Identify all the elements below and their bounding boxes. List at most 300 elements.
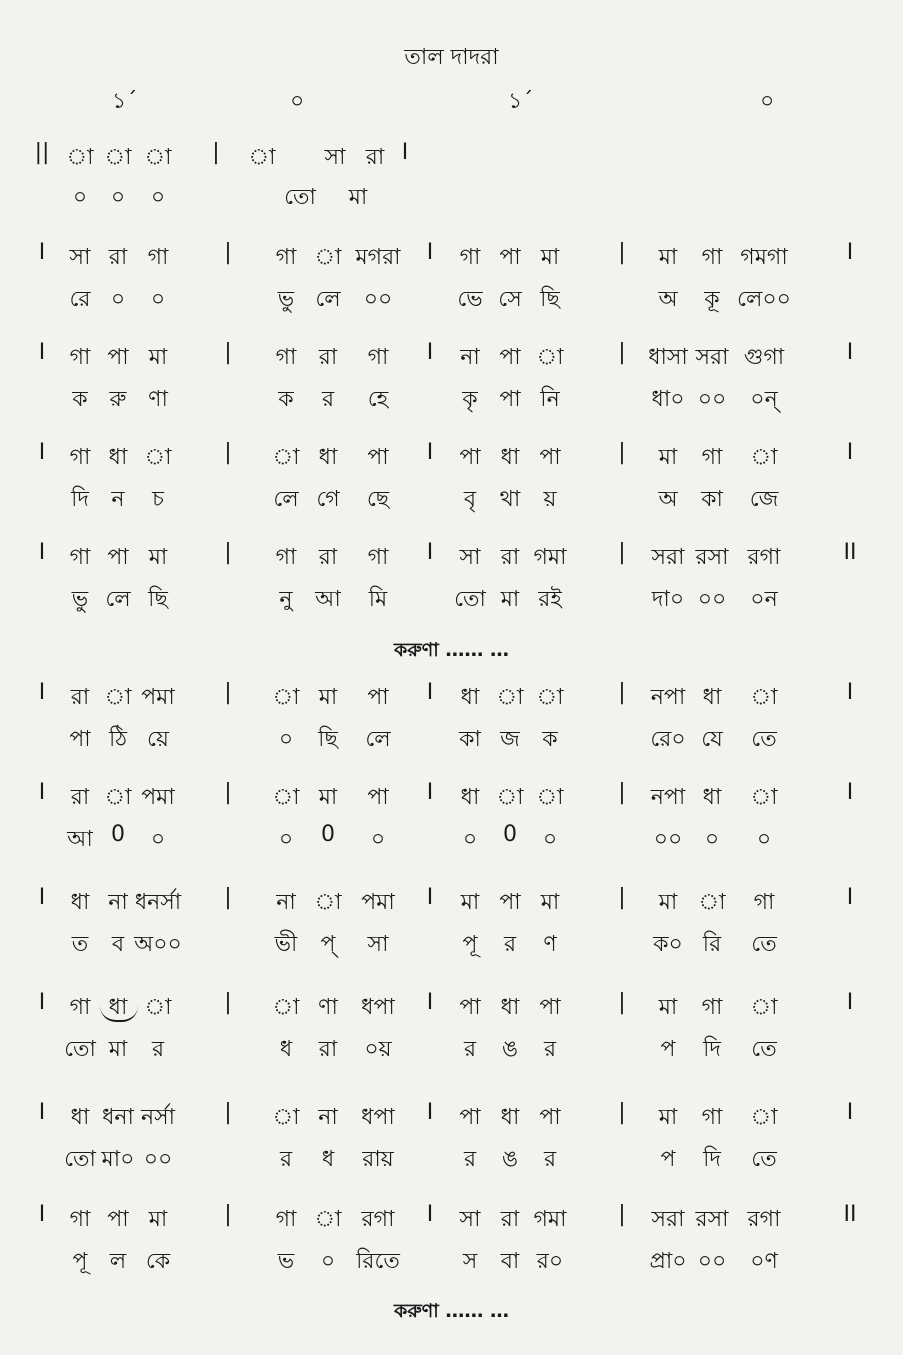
lyric-token: চ <box>152 487 164 512</box>
note-token: ধা <box>500 1105 520 1130</box>
note-token: পা <box>539 1105 561 1130</box>
note-token: গা <box>147 245 169 270</box>
lyric-token: ক <box>278 387 294 412</box>
note-token: পা <box>459 995 481 1020</box>
lyric-token: ০ <box>462 827 478 852</box>
note-token: মা <box>318 685 338 710</box>
lyric-token: রায় <box>362 1147 394 1172</box>
refrain-text: করুণা …… … <box>393 639 510 661</box>
lyric-token: জে <box>749 487 779 512</box>
note-token: গা <box>701 1105 723 1130</box>
note-token: সা <box>69 245 91 270</box>
lyric-token: ০ <box>150 185 166 210</box>
lyric-token: র <box>463 1037 477 1062</box>
note-token: I <box>426 885 434 910</box>
note-token: I <box>426 1100 434 1125</box>
note-token: গমা <box>533 545 567 570</box>
note-token: া <box>66 145 94 170</box>
note-token: পা <box>367 685 389 710</box>
note-token: গা <box>275 545 297 570</box>
note-token: I <box>401 140 409 165</box>
note-token: রা <box>500 1207 520 1232</box>
lyric-token: ০০ <box>143 1147 173 1172</box>
note-token: গমগা <box>740 245 788 270</box>
note-token: ধা <box>460 685 480 710</box>
note-token: I <box>38 440 46 465</box>
lyric-token: ০ <box>756 827 772 852</box>
note-token: া <box>272 1105 300 1130</box>
note-token: I <box>846 780 854 805</box>
note-token: মা <box>540 245 560 270</box>
note-token: I <box>426 990 434 1015</box>
note-token: া <box>272 785 300 810</box>
beat-marker: ১´ <box>112 89 138 114</box>
lyric-token: র <box>321 387 335 412</box>
lyric-token: ধ <box>279 1037 293 1062</box>
note-token: | <box>618 540 626 565</box>
note-token: গা <box>69 995 91 1020</box>
note-token: I <box>846 340 854 365</box>
note-token: সরা <box>651 545 685 570</box>
note-token: | <box>618 990 626 1015</box>
note-token: ধা <box>108 995 128 1020</box>
note-token: গা <box>701 995 723 1020</box>
note-token: মা <box>148 1207 168 1232</box>
note-token: না <box>276 890 296 915</box>
lyric-token: আ <box>67 827 93 852</box>
lyric-token: দা০ <box>651 587 685 612</box>
lyric-token: ণ <box>543 932 557 957</box>
lyric-token: প্ <box>320 932 336 957</box>
lyric-token: অ০০ <box>134 932 182 957</box>
note-token: পমা <box>141 685 175 710</box>
lyric-token: স <box>462 1249 478 1274</box>
note-token: পা <box>107 545 129 570</box>
note-token: | <box>618 440 626 465</box>
lyric-token: পা <box>69 727 91 752</box>
note-token: I <box>426 540 434 565</box>
lyric-token: গে <box>316 487 340 512</box>
lyric-token: ণা <box>148 387 168 412</box>
note-token: I <box>846 1100 854 1125</box>
lyric-token: ০ <box>150 287 166 312</box>
note-token: রা <box>318 545 338 570</box>
lyric-token: জ <box>500 727 520 752</box>
note-token: া <box>314 245 342 270</box>
note-token: রা <box>318 345 338 370</box>
note-token: ধাসা <box>648 345 688 370</box>
note-token: গুগা <box>743 345 785 370</box>
notes-row <box>0 1202 903 1236</box>
note-token: ধপা <box>361 1105 395 1130</box>
note-token: রা <box>108 245 128 270</box>
note-token: পমা <box>141 785 175 810</box>
note-token: মা <box>318 785 338 810</box>
note-token: I <box>426 780 434 805</box>
lyric-token: দি <box>703 1037 721 1062</box>
note-token: মগরা <box>355 245 401 270</box>
note-token: মা <box>148 345 168 370</box>
lyric-token: ০ <box>704 827 720 852</box>
note-token: পা <box>499 890 521 915</box>
lyric-token: ন <box>111 487 125 512</box>
lyric-token: থা <box>499 487 521 512</box>
note-token: সরা <box>651 1207 685 1232</box>
lyric-token: ০ <box>110 287 126 312</box>
note-token: সরা <box>695 345 729 370</box>
lyrics-row <box>0 1244 903 1278</box>
note-token: া <box>496 685 524 710</box>
lyric-token: ০০ <box>697 387 727 412</box>
note-token: ধা <box>70 1105 90 1130</box>
note-token: I <box>846 440 854 465</box>
note-token: I <box>426 680 434 705</box>
note-token: পা <box>539 995 561 1020</box>
note-token: ধা <box>702 785 722 810</box>
lyric-token: কা <box>459 727 481 752</box>
beat-marker: ০ <box>290 89 305 114</box>
lyric-token: ছি <box>540 287 560 312</box>
lyric-token: লে <box>365 727 391 752</box>
lyric-token: ০ <box>278 727 294 752</box>
lyric-token: যে <box>701 727 723 752</box>
lyric-token: প্রা০ <box>649 1249 687 1274</box>
note-token: গা <box>701 445 723 470</box>
note-token: পা <box>367 445 389 470</box>
lyric-token: ভে <box>457 287 483 312</box>
lyric-token: 0 <box>503 822 517 847</box>
note-token: রগা <box>747 1207 781 1232</box>
lyric-token: তো <box>64 1037 96 1062</box>
note-token: I <box>426 440 434 465</box>
lyric-token: ধা০ <box>651 387 685 412</box>
note-token: রা <box>365 145 385 170</box>
lyrics-row <box>0 282 903 316</box>
note-token: | <box>224 680 232 705</box>
lyrics-row <box>0 1142 903 1176</box>
note-token: I <box>426 240 434 265</box>
note-token: | <box>224 990 232 1015</box>
note-token: ধনা <box>102 1105 134 1130</box>
note-token: নপা <box>650 685 686 710</box>
lyric-token: কে <box>145 1249 171 1274</box>
lyric-token: হে <box>367 387 389 412</box>
lyric-token: ০ <box>150 827 166 852</box>
note-token: মা <box>658 995 678 1020</box>
note-token: গা <box>367 545 389 570</box>
refrain-text: করুণা …… … <box>393 1300 510 1322</box>
lyric-token: দি <box>71 487 89 512</box>
lyric-token: রই <box>538 587 562 612</box>
note-token: া <box>104 785 132 810</box>
lyric-token: ০০ <box>697 1249 727 1274</box>
note-token: া <box>144 145 172 170</box>
lyric-token: তে <box>751 1037 777 1062</box>
lyric-token: নি <box>540 387 560 412</box>
lyric-token: মা০ <box>101 1147 135 1172</box>
notes-row <box>0 240 903 274</box>
note-token: I <box>846 680 854 705</box>
lyric-token: ভী <box>274 932 298 957</box>
lyric-token: ০ <box>320 1249 336 1274</box>
note-token: া <box>104 685 132 710</box>
note-token: গা <box>69 1207 91 1232</box>
note-token: মা <box>460 890 480 915</box>
note-token: া <box>272 995 300 1020</box>
note-token: | <box>618 240 626 265</box>
intro-lyrics-row <box>0 180 903 214</box>
note-token: II <box>843 540 857 565</box>
lyrics-row <box>0 722 903 756</box>
note-token: সা <box>459 1207 481 1232</box>
lyric-token: নু <box>279 587 293 612</box>
lyric-token: সা <box>367 932 389 957</box>
note-token: ধপা <box>361 995 395 1020</box>
lyric-token: পা <box>499 387 521 412</box>
note-token: া <box>272 445 300 470</box>
lyric-token: র <box>463 1147 477 1172</box>
lyric-token: মা <box>108 1037 128 1062</box>
note-token: গা <box>459 245 481 270</box>
notes-row <box>0 440 903 474</box>
note-token: ধনর্সা <box>134 890 182 915</box>
note-token: পা <box>107 345 129 370</box>
lyric-token: ভু <box>71 587 89 612</box>
note-token: I <box>38 885 46 910</box>
lyric-token: লে <box>105 587 131 612</box>
note-token: I <box>38 240 46 265</box>
note-token: | <box>224 1100 232 1125</box>
note-token: া <box>750 995 778 1020</box>
note-token: রসা <box>695 1207 729 1232</box>
note-token: গা <box>275 245 297 270</box>
note-token: মা <box>658 890 678 915</box>
note-token: | <box>618 1202 626 1227</box>
notes-row <box>0 1100 903 1134</box>
lyric-token: রি <box>702 932 722 957</box>
note-token: গা <box>275 1207 297 1232</box>
lyric-token: আ <box>315 587 341 612</box>
lyric-token: রু <box>109 387 127 412</box>
lyric-token: লে <box>315 287 341 312</box>
note-token: পমা <box>361 890 395 915</box>
note-token: না <box>108 890 128 915</box>
lyric-token: ভু <box>277 287 295 312</box>
note-token: পা <box>499 245 521 270</box>
lyric-token: তে <box>751 932 777 957</box>
lyric-token: ০০ <box>697 587 727 612</box>
note-token: II <box>843 1202 857 1227</box>
lyric-token: ছি <box>148 587 168 612</box>
note-token: া <box>536 785 564 810</box>
note-token: ধা <box>500 445 520 470</box>
note-token: গা <box>275 345 297 370</box>
lyric-token: লে <box>273 487 299 512</box>
lyrics-row <box>0 482 903 516</box>
lyrics-row <box>0 582 903 616</box>
note-token: া <box>750 785 778 810</box>
note-token: | <box>224 1202 232 1227</box>
note-token: পা <box>459 1105 481 1130</box>
lyric-token: ধ <box>321 1147 335 1172</box>
note-token: নপা <box>650 785 686 810</box>
note-token: া <box>698 890 726 915</box>
lyric-token: রে <box>69 287 91 312</box>
note-token: া <box>144 445 172 470</box>
lyric-token: ঙ <box>501 1147 519 1172</box>
note-token: | <box>224 540 232 565</box>
lyric-token: রিতে <box>356 1249 400 1274</box>
note-token: সা <box>324 145 346 170</box>
note-token: | <box>618 780 626 805</box>
note-token: I <box>846 885 854 910</box>
lyric-token: অ <box>658 287 678 312</box>
lyric-token: 0 <box>321 822 335 847</box>
note-token: | <box>224 240 232 265</box>
note-token: গা <box>69 345 91 370</box>
note-token: মা <box>658 445 678 470</box>
lyric-token: ছে <box>366 487 390 512</box>
note-token: | <box>212 140 220 165</box>
note-token: মা <box>658 1105 678 1130</box>
lyric-token: র০ <box>536 1249 564 1274</box>
lyric-token: প <box>660 1147 676 1172</box>
note-token: মা <box>540 890 560 915</box>
note-token: I <box>846 240 854 265</box>
note-token: া <box>750 1105 778 1130</box>
lyric-token: ০০ <box>363 287 393 312</box>
note-token: পা <box>499 345 521 370</box>
note-token: রগা <box>361 1207 395 1232</box>
lyric-token: ০ <box>542 827 558 852</box>
note-token: ধা <box>318 445 338 470</box>
lyric-token: র <box>279 1147 293 1172</box>
note-token: গা <box>753 890 775 915</box>
lyric-token: দি <box>703 1147 721 1172</box>
notes-row <box>0 680 903 714</box>
lyrics-row <box>0 1032 903 1066</box>
lyric-token: র <box>543 1037 557 1062</box>
lyrics-row <box>0 382 903 416</box>
note-token: | <box>224 440 232 465</box>
lyric-token: মা <box>348 185 368 210</box>
note-token: | <box>618 885 626 910</box>
note-token: রা <box>500 545 520 570</box>
lyric-token: ল <box>109 1249 127 1274</box>
note-token: া <box>144 995 172 1020</box>
note-token: গমা <box>533 1207 567 1232</box>
lyric-token: ঙ <box>501 1037 519 1062</box>
lyric-token: ০ন <box>750 587 778 612</box>
lyric-token: ০ <box>278 827 294 852</box>
note-token: া <box>248 145 276 170</box>
note-token: া <box>104 145 132 170</box>
lyric-token: য়ে <box>147 727 169 752</box>
notes-row <box>0 780 903 814</box>
lyric-token: ০ণ <box>750 1249 778 1274</box>
note-token: ধা <box>70 890 90 915</box>
note-token: | <box>224 780 232 805</box>
note-token: া <box>496 785 524 810</box>
lyric-token: তে <box>751 727 777 752</box>
note-token: | <box>618 1100 626 1125</box>
note-token: || <box>34 140 50 165</box>
lyric-token: র <box>151 1037 165 1062</box>
lyric-token: কৃ <box>462 387 478 412</box>
lyric-token: তো <box>64 1147 96 1172</box>
note-token: I <box>38 340 46 365</box>
page-title: তাল দাদরা <box>404 45 499 70</box>
note-token: সা <box>459 545 481 570</box>
lyrics-row <box>0 822 903 856</box>
note-token: া <box>750 685 778 710</box>
notes-row <box>0 540 903 574</box>
note-token: গা <box>69 545 91 570</box>
note-token: পা <box>539 445 561 470</box>
lyric-token: কা <box>701 487 723 512</box>
lyric-token: ০০ <box>653 827 683 852</box>
note-token: গা <box>367 345 389 370</box>
lyric-token: লে০০ <box>737 287 791 312</box>
lyric-token: সে <box>498 287 522 312</box>
lyric-token: পূ <box>462 932 478 957</box>
lyric-token: ত <box>71 932 89 957</box>
lyric-token: অ <box>658 487 678 512</box>
lyric-token: ছি <box>318 727 338 752</box>
note-token: ণা <box>318 995 338 1020</box>
note-token: রা <box>70 685 90 710</box>
note-token: া <box>314 1207 342 1232</box>
lyric-token: ভ <box>277 1249 295 1274</box>
note-token: গা <box>69 445 91 470</box>
lyric-token: ০য় <box>364 1037 392 1062</box>
note-token: ধা <box>108 445 128 470</box>
note-token: গা <box>701 245 723 270</box>
lyric-token: 0 <box>111 822 125 847</box>
lyric-token: তে <box>751 1147 777 1172</box>
lyric-token: ঠি <box>108 727 128 752</box>
note-token: পা <box>107 1207 129 1232</box>
lyric-token: ০ <box>72 185 88 210</box>
note-token: মা <box>658 245 678 270</box>
note-token: মা <box>148 545 168 570</box>
note-token: | <box>618 680 626 705</box>
note-token: I <box>38 540 46 565</box>
lyric-token: তো <box>284 185 316 210</box>
notes-row <box>0 340 903 374</box>
lyric-token: ক০ <box>653 932 683 957</box>
note-token: I <box>38 1202 46 1227</box>
note-token: রসা <box>695 545 729 570</box>
lyric-token: বা <box>500 1249 520 1274</box>
note-token: | <box>224 340 232 365</box>
lyric-token: য় <box>543 487 557 512</box>
note-token: া <box>314 890 342 915</box>
note-token: ধা <box>500 995 520 1020</box>
note-token: া <box>750 445 778 470</box>
note-token: রা <box>70 785 90 810</box>
lyric-token: ক <box>72 387 88 412</box>
note-token: I <box>38 1100 46 1125</box>
beat-marker: ১´ <box>508 89 534 114</box>
note-token: ধা <box>702 685 722 710</box>
note-token: | <box>618 340 626 365</box>
note-token: া <box>536 685 564 710</box>
note-token: পা <box>367 785 389 810</box>
notes-row <box>0 885 903 919</box>
lyric-token: ০ <box>110 185 126 210</box>
note-token: পা <box>459 445 481 470</box>
